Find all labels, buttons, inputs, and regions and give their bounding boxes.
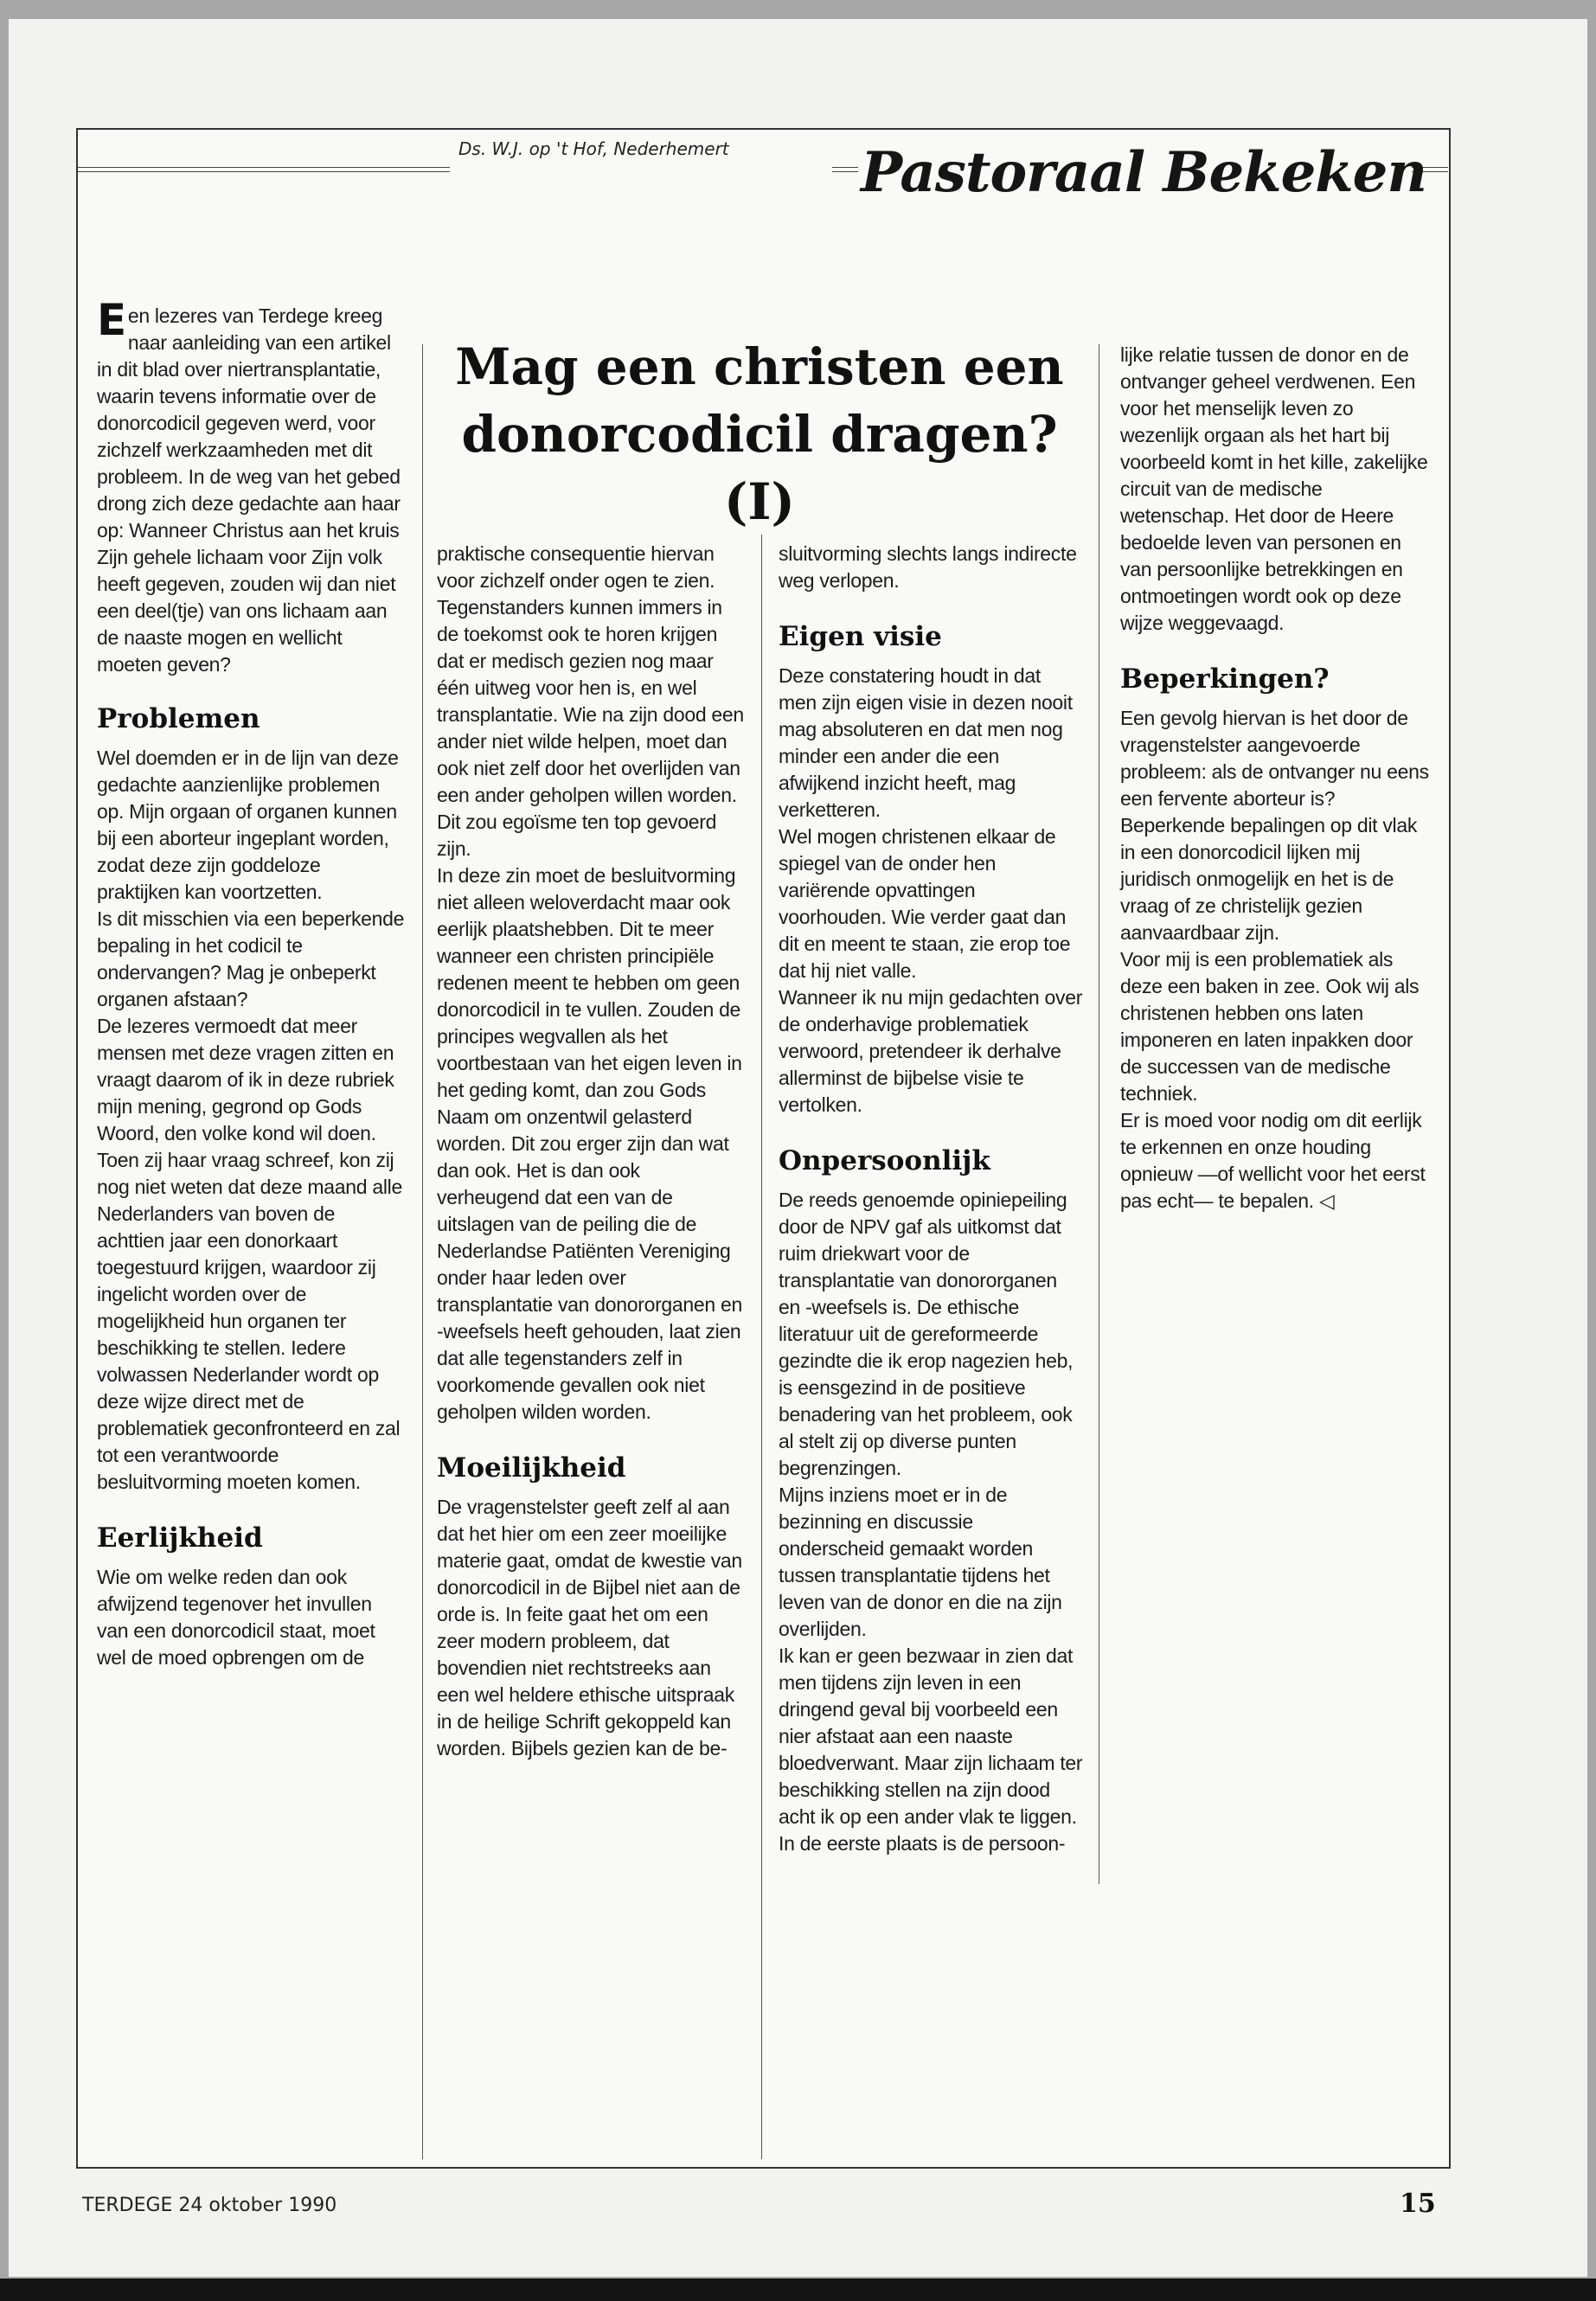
column-divider — [761, 535, 762, 2159]
header-rule-left — [78, 167, 450, 172]
paragraph: Toen zij haar vraag schreef, kon zij nog niet weten dat deze maand alle Nederlanders van boven de achttien jaar een donorkaart toegestuurd krijgen, waardoor zij ingelicht worden over de mogelijkheid hun organen ter beschikking te stellen. Iedere volwassen Nederlander wordt op deze wijze direct met de problematiek geconfronteerd en zal tot een verantwoorde besluitvorming moeten komen. — [97, 1149, 402, 1493]
paragraph: Ik kan er geen bezwaar in zien dat men tijdens zijn leven in een dringend geval bij voorbeeld een nier afstaat aan een naaste bloedverwant. Maar zijn lichaam ter beschikking stellen na zijn dood acht ik op een ander vlak te liggen. In de eerste plaats is de persoon- — [779, 1644, 1083, 1855]
paragraph: sluitvorming slechts langs indirecte weg verlopen. — [779, 542, 1077, 592]
scan-edge — [0, 2279, 1596, 2301]
paragraph: Een gevolg hiervan is het door de vragenstelster aangevoerde probleem: als de ontvanger nu eens een fervente aborteur is? Beperkende bepalingen op dit vlak in een donorcodicil lijken mij juridisch onmogelijk en het is de vraag of ze christelijk gezien aanvaardbaar zijn. — [1120, 707, 1429, 944]
paragraph: Deze constatering houdt in dat men zijn eigen visie in dezen nooit mag absoluteren en dat men nog minder een ander die een afwijkend inzicht heeft, mag verketteren. — [779, 664, 1073, 821]
article-title: Mag een christen een donorcodicil dragen? (I) — [455, 337, 1064, 531]
paragraph: De vragenstelster geeft zelf al aan dat het hier om een zeer moeilijke materie gaat, omdat de kwestie van donorcodicil in de Bijbel niet aan de orde is. In feite gaat het om een zeer modern probleem, dat bovendien niet rechtstreeks aan een wel heldere ethische uitspraak in de heilige Schrift gekoppeld kan worden. Bijbels gezien kan de be- — [437, 1496, 742, 1759]
page-number: 15 — [1400, 2189, 1436, 2219]
column-4 — [1120, 342, 1430, 1215]
header-rule-middle — [832, 167, 858, 172]
paragraph: Wel mogen christenen elkaar de spiegel van de onder hen variërende opvattingen voorhouden. Wie verder gaat dan dit en meent te staan, zie erop toe dat hij niet valle. — [779, 825, 1071, 982]
paragraph: Wel doemden er in de lijn van deze gedachte aanzienlijke problemen op. Mijn orgaan of organen kunnen bij een aborteur ingeplant worden, zodat deze zijn goddeloze praktijken kan voortzetten. — [97, 747, 399, 903]
paragraph: praktische consequentie hiervan voor zichzelf onder ogen te zien. Tegenstanders kunnen immers in de toekomst ook te horen krijgen dat er medisch gezien nog maar één uitweg voor hen is, en wel transplantatie. Wie na zijn dood een ander niet wilde helpen, moet dan ook niet zelf door het overlijden van een ander geholpen willen worden. Dit zou egoïsme ten top gevoerd zijn. — [437, 542, 744, 860]
paragraph: Wanneer ik nu mijn gedachten over de onderhavige problematiek verwoord, pretendeer ik derhalve allerminst de bijbelse visie te vertolken. — [779, 986, 1083, 1116]
paragraph: Voor mij is een problematiek als deze een baken in zee. Ook wij als christenen hebben ons laten imponeren en laten inpakken door de successen van de medische techniek. — [1120, 948, 1420, 1105]
paragraph: De reeds genoemde opiniepeiling door de NPV gaf als uitkomst dat ruim driekwart voor de transplantatie van donororganen en -weefsels is. De ethische literatuur uit de gereformeerde gezindte die ik erop nagezien heb, is eensgezind in de positieve benadering van het probleem, ook al stelt zij op diverse punten begrenzingen. — [779, 1189, 1074, 1479]
intro-paragraph: Een lezeres van Terdege kreeg naar aanleiding van een artikel in dit blad over niertransplantatie, waarin tevens informatie over de donorcodicil gegeven werd, voor zichzelf werkzaamheden met dit probleem. In de weg van het gebed drong zich deze gedachte aan haar op: Wanneer Christus aan het kruis Zijn gehele lichaam voor Zijn volk heeft gegeven, zouden wij dan niet een deel(tje) van ons lichaam aan de naaste mogen en wellicht moeten geven? — [97, 295, 401, 676]
subheading-eerlijkheid: Eerlijkheid — [97, 1522, 263, 1554]
subheading-beperkingen: Beperkingen? — [1120, 663, 1330, 695]
column-1 — [97, 295, 407, 1671]
paragraph: In deze zin moet de besluitvorming niet alleen weloverdacht maar ook eerlijk plaatshebben. Dit te meer wanneer een christen principiële redenen meent te hebben om geen donorcodicil in te vullen. Zouden de principes wegvallen als het voortbestaan van het eigen leven in het geding komt, dan zou Gods Naam om onzentwil gelasterd worden. Dit zou erger zijn dan wat dan ook. Het is dan ook verheugend dat een van de uitslagen van de peiling die de Nederlandse Patiënten Vereniging onder haar leden over transplantatie van donororganen en -weefsels heeft gehouden, laat zien dat alle tegenstanders zelf in voorkomende gevallen ook niet geholpen wilden worden. — [437, 864, 742, 1423]
paragraph: Mijns inziens moet er in de bezinning en discussie onderscheid gemaakt worden tussen transplantatie tijdens het leven van de donor en die na zijn overlijden. — [779, 1484, 1062, 1640]
column-divider — [422, 344, 423, 2159]
paragraph: Is dit misschien via een beperkende bepaling in het codicil te ondervangen? Mag je onbeperkt organen afstaan? — [97, 907, 405, 1010]
subheading-onpersoonlijk: Onpersoonlijk — [779, 1145, 990, 1176]
subheading-problemen: Problemen — [97, 703, 260, 734]
column-3 — [779, 541, 1083, 1857]
paragraph: Er is moed voor nodig om dit eerlijk te erkennen en onze houding opnieuw —of wellicht voor het eerst pas echt— te bepalen. ◁ — [1120, 1109, 1426, 1212]
column-2 — [437, 541, 747, 1762]
drop-cap: E — [97, 295, 126, 345]
section-title: Pastoraal Bekeken — [861, 140, 1426, 205]
subheading-moeilijkheid: Moeilijkheid — [437, 1452, 626, 1484]
author-byline: Ds. W.J. op 't Hof, Nederhemert — [458, 138, 729, 159]
paragraph: Wie om welke reden dan ook afwijzend tegenover het invullen van een donorcodicil staat, moet wel de moed opbrengen om de — [97, 1566, 375, 1669]
publication-info: TERDEGE 24 oktober 1990 — [82, 2195, 337, 2216]
paragraph: lijke relatie tussen de donor en de ontvanger geheel verdwenen. Een voor het menselijk leven zo wezenlijk orgaan als het hart bij voorbeeld komt in het kille, zakelijke circuit van de medische wetenschap. Het door de Heere bedoelde leven van personen en van persoonlijke betrekkingen en ontmoetingen wordt ook op deze wijze weggevaagd. — [1120, 343, 1428, 634]
subheading-eigen-visie: Eigen visie — [779, 621, 942, 652]
paragraph: De lezeres vermoedt dat meer mensen met deze vragen zitten en vraagt daarom of ik in deze rubriek mijn mening, gegrond op Gods Woord, den volke kond wil doen. — [97, 1015, 394, 1144]
